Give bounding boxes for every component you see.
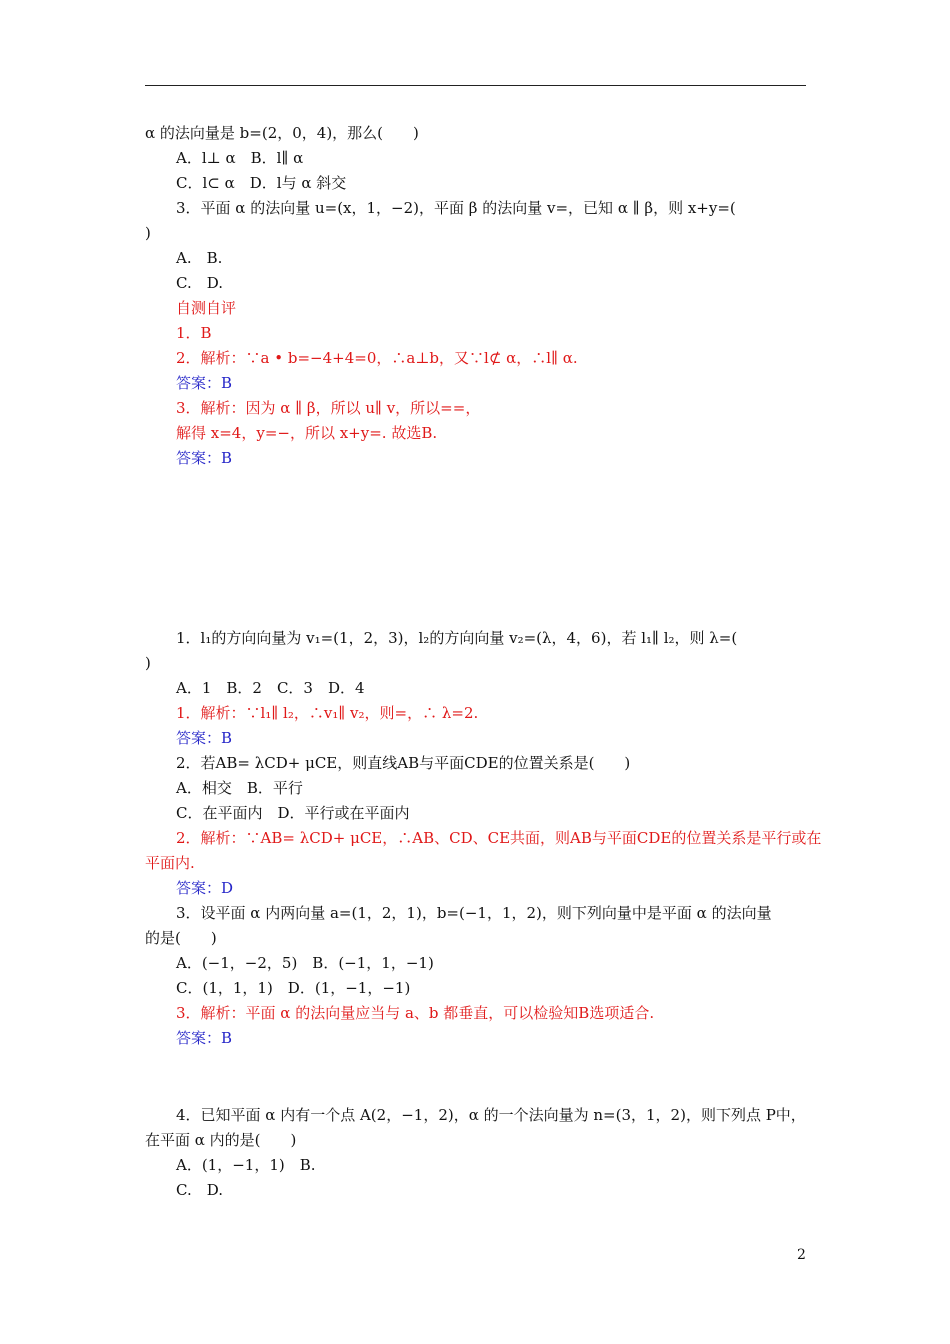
solution-line: 3．解析：平面 α 的法向量应当与 a、b 都垂直，可以检验知B选项适合.	[176, 1004, 655, 1022]
option-line: A．(−1，−2，5) B．(−1，1，−1)	[176, 954, 434, 972]
option-line: A．相交 B．平行	[176, 779, 303, 797]
solution-line: 3．解析：因为 α ∥ β，所以 u∥ v，所以==，	[176, 399, 481, 417]
question-line: )	[145, 654, 151, 672]
solution-line: 1．B	[176, 324, 212, 342]
option-line: A．l⊥ α B．l∥ α	[176, 149, 304, 167]
option-line: A. B.	[176, 249, 223, 267]
solution-line: 2．解析：∵AB= λCD+ μCE，∴AB、CD、CE共面，则AB与平面CDE的位置关系是平行或在	[176, 829, 822, 847]
answer-line: 答案：B	[176, 374, 233, 392]
question-line: 在平面 α 内的是( )	[145, 1131, 297, 1149]
question-line: 3．平面 α 的法向量 u=(x，1，−2)，平面 β 的法向量 v=，已知 α ∥ β，则 x+y=(	[176, 199, 736, 217]
option-line: A．(1，−1，1) B.	[176, 1156, 316, 1174]
question-line: 2．若AB= λCD+ μCE，则直线AB与平面CDE的位置关系是( )	[176, 754, 631, 772]
answer-line: 答案：B	[176, 1029, 233, 1047]
header-rule	[145, 85, 806, 86]
question-line: 3．设平面 α 内两向量 a=(1，2，1)，b=(−1，1，2)，则下列向量中是平面 α 的法向量	[176, 904, 772, 922]
page-number: 2	[797, 1247, 806, 1263]
option-line: C. D.	[176, 274, 223, 292]
question-line: 1．l₁的方向向量为 v₁=(1，2，3)，l₂的方向向量 v₂=(λ，4，6)，若 l₁∥ l₂，则 λ=(	[176, 629, 738, 647]
option-line: C. D.	[176, 1181, 223, 1199]
answer-line: 答案：B	[176, 729, 233, 747]
solution-line: 平面内.	[145, 854, 195, 872]
option-line: C．(1，1，1) D．(1，−1，−1)	[176, 979, 411, 997]
section-heading: 自测自评	[176, 299, 237, 317]
solution-line: 1．解析：∵l₁∥ l₂，∴v₁∥ v₂，则=，∴ λ=2.	[176, 704, 479, 722]
question-line: )	[145, 224, 151, 242]
question-line: α 的法向量是 b=(2，0，4)，那么( )	[145, 124, 419, 142]
question-line: 4．已知平面 α 内有一个点 A(2，−1，2)，α 的一个法向量为 n=(3，1，2)，则下列点 P中，	[176, 1106, 806, 1124]
option-line: A．1 B．2 C．3 D．4	[176, 679, 365, 697]
answer-line: 答案：D	[176, 879, 234, 897]
option-line: C．l⊂ α D．l与 α 斜交	[176, 174, 347, 192]
solution-line: 解得 x=4，y=−，所以 x+y=. 故选B.	[176, 424, 438, 442]
question-line: 的是( )	[145, 929, 217, 947]
answer-line: 答案：B	[176, 449, 233, 467]
solution-line: 2．解析：∵a • b=−4+4=0，∴a⊥b，又∵l⊄ α，∴l∥ α.	[176, 349, 578, 367]
option-line: C．在平面内 D．平行或在平面内	[176, 804, 410, 822]
